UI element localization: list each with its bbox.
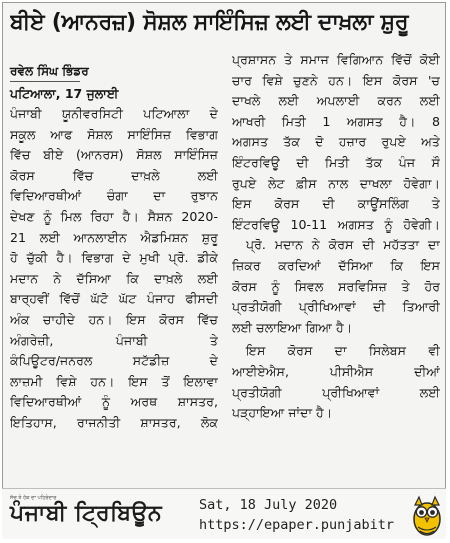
text-line: ਇੰਟਰਵਿਊ 10-11 ਅਗਸਤ ਨੂੰ ਹੋਵੇਗੀ। <box>232 216 440 232</box>
text-line: 21 ਲਈ ਆਨਲਾਈਨ ਐਡਮਿਸ਼ਨ ਸ਼ੁਰੂ <box>10 229 218 245</box>
edition-date: Sat, 18 July 2020 <box>199 497 338 513</box>
text-line: ਪ੍ਰਤੀਯੋਗੀ ਪ੍ਰੀਖਿਆਵਾਂ ਲਈ <box>232 384 440 400</box>
text-line: ਦਾਖਲੇ ਲਈ ਅਪਲਾਈ ਕਰਨ ਲਈ <box>232 93 440 109</box>
byline-rule <box>10 81 80 82</box>
text-line: ਪ੍ਰੋ. ਮਦਾਨ ਨੇ ਕੋਰਸ ਦੀ ਮਹੱਤਤਾ ਦਾ <box>246 237 440 253</box>
text-line: ਪ੍ਰਸ਼ਾਸਨ ਤੇ ਸਮਾਜ ਵਿਗਿਆਨ ਵਿੱਚੋਂ ਕੋਈ <box>232 52 440 67</box>
text-line: ਲਾਜ਼ਮੀ ਵਿਸ਼ੇ ਹਨ। ਇਸ ਤੋਂ ਇਲਾਵਾ <box>10 373 218 389</box>
text-line: ਚਾਰ ਵਿਸ਼ੇ ਚੁਣਨੇ ਹਨ। ਇਸ ਕੋਰਸ 'ਚ <box>232 72 440 88</box>
masthead-logo: ਪੰਜਾਬੀ ਟ੍ਰਿਬਿਊਨ <box>10 501 163 526</box>
text-line: ਆਖਰੀ ਮਿਤੀ 1 ਅਗਸਤ ਹੈ। 8 <box>232 113 440 129</box>
text-line: ਮਦਾਨ ਨੇ ਦੱਸਿਆ ਕਿ ਦਾਖ਼ਲੇ ਲਈ <box>10 270 218 286</box>
text-line: ਕੋਰਸ ਨੂੰ ਸਿਵਲ ਸਰਵਿਸਿਜ਼ ਤੇ ਹੋਰ <box>232 278 440 294</box>
masthead-tagline: ਸੱਚ ਤੇ ਹੱਕ ਦਾ ਪਹਿਰੇਦਾਰ <box>10 495 57 501</box>
text-line: ਇਤਿਹਾਸ, ਰਾਜਨੀਤੀ ਸ਼ਾਸਤਰ, ਲੋਕ <box>10 414 218 430</box>
text-line: ਸਕੂਲ ਆਫ ਸੋਸ਼ਲ ਸਾਇੰਸਿਜ਼ ਵਿਭਾਗ <box>10 126 218 142</box>
text-line: ਅਗਸਤ ਤੱਕ ਦੋ ਹਜ਼ਾਰ ਰੁਪਏ ਅਤੇ <box>232 134 440 150</box>
text-line: ਇਸ ਕੋਰਸ ਦਾ ਸਿਲੇਬਸ ਵੀ <box>246 343 440 359</box>
text-line: ਜ਼ਿਕਰ ਕਰਦਿਆਂ ਦੱਸਿਆ ਕਿ ਇਸ <box>232 257 440 273</box>
owl-icon <box>410 493 444 537</box>
text-line: ਰੁਪਏ ਲੇਟ ਫ਼ੀਸ ਨਾਲ ਦਾਖਲਾ ਹੋਵੇਗਾ। <box>232 175 440 191</box>
text-line: ਇਸ ਕੋਰਸ ਦੀ ਕਾਊਂਸਲਿੰਗ ਤੇ <box>232 196 440 212</box>
text-line: ਇੰਟਰਵਿਊ ਦੀ ਮਿਤੀ ਤੱਕ ਪੰਜ ਸੌ <box>232 154 440 170</box>
text-line: ਲਈ ਚਲਾਇਆ ਗਿਆ ਹੈ। <box>232 319 353 335</box>
text-line: ਪੜ੍ਹਾਇਆ ਜਾਂਦਾ ਹੈ। <box>232 405 333 421</box>
text-line: ਵਿਦਿਆਰਥੀਆਂ ਚੰਗਾ ਦਾ ਰੁਝਾਨ <box>10 188 218 204</box>
dateline: ਪਟਿਆਲਾ, 17 ਜੁਲਾਈ <box>10 86 119 101</box>
article-column-right <box>232 50 440 424</box>
text-line: ਪ੍ਰਤੀਯੋਗੀ ਪ੍ਰੀਖਿਆਵਾਂ ਦੀ ਤਿਆਰੀ <box>232 299 440 315</box>
text-line: ਹੋ ਚੁੱਕੀ ਹੈ। ਵਿਭਾਗ ਦੇ ਮੁਖੀ ਪ੍ਰੋ. ਡੀਕੇ <box>10 250 218 266</box>
text-line: ਵਿਦਿਆਰਥੀਆਂ ਨੂੰ ਅਰਥ ਸ਼ਾਸਤਰ, <box>10 394 218 410</box>
text-line: ਕੋਰਸ ਵਿੱਚ ਦਾਖ਼ਲੇ ਲਈ <box>10 167 218 183</box>
text-line: ਬਾਰ੍ਹਵੀਂ ਵਿੱਚੋਂ ਘੱਟੋ ਘੱਟ ਪੰਜਾਹ ਫੀਸਦੀ <box>10 291 218 307</box>
text-line: ਆਈਏਐਸ, ਪੀਸੀਐਸ ਦੀਆਂ <box>232 363 440 379</box>
epaper-footer <box>2 488 446 539</box>
text-line: ਪੰਜਾਬੀ ਯੂਨੀਵਰਸਿਟੀ ਪਟਿਆਲਾ ਦੇ <box>10 106 218 121</box>
article-column-left <box>10 62 218 434</box>
epaper-url[interactable]: https://epaper.punjabitr <box>199 517 395 533</box>
headline: ਬੀਏ (ਆਨਰਜ਼) ਸੋਸ਼ਲ ਸਾਇੰਸਿਜ਼ ਲਈ ਦਾਖ਼ਲਾ ਸ਼ੁਰੂ <box>10 10 409 35</box>
text-line: ਕੰਪਿਊਟਰ/ਜਨਰਲ ਸਟੱਡੀਜ਼ ਦੇ <box>10 353 218 369</box>
byline: ਰਵੇਲ ਸਿੰਘ ਭਿੰਡਰ <box>10 64 89 78</box>
text-line: ਦੇਖਣ ਨੂੰ ਮਿਲ ਰਿਹਾ ਹੈ। ਸੈਸ਼ਨ 2020- <box>10 208 218 224</box>
text-line: ਅੰਗਰੇਜ਼ੀ, ਪੰਜਾਬੀ ਤੇ <box>10 332 218 348</box>
text-line: ਵਿੱਚ ਬੀਏ (ਆਨਰਸ) ਸੋਸ਼ਲ ਸਾਇੰਸਿਜ਼ <box>10 147 218 163</box>
text-line: ਅੰਕ ਚਾਹੀਦੇ ਹਨ। ਇਸ ਕੋਰਸ ਵਿੱਚ <box>10 311 218 327</box>
